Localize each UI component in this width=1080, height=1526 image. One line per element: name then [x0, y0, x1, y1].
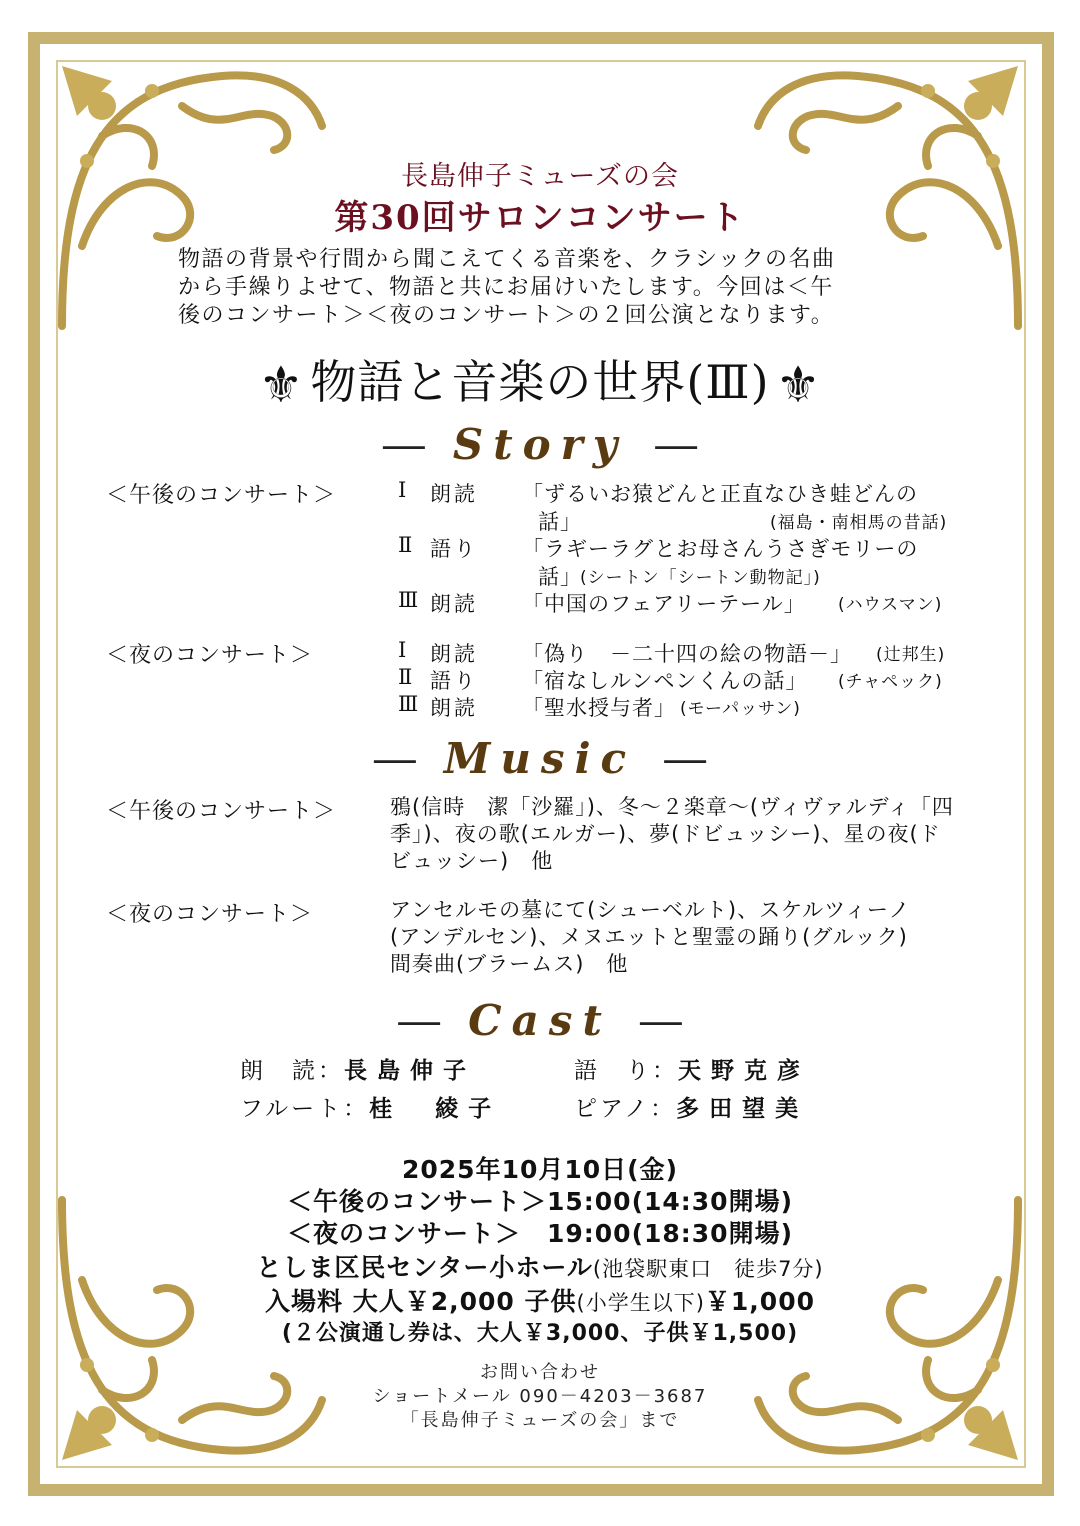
contact-to: 「長島伸子ミューズの会」まで [400, 1410, 680, 1431]
story-note: (チャペック) [838, 672, 943, 692]
dash: ― [639, 996, 682, 1045]
cast-role: ピアノ： [574, 1096, 677, 1122]
story-note: (辻邦生) [876, 645, 946, 665]
cast-role: フルート： [240, 1096, 370, 1122]
story-kind: 朗読 [430, 482, 478, 506]
fee-adult: 入場料 大人￥2,000 子供 [265, 1287, 577, 1316]
music-line: ビュッシー) 他 [390, 849, 554, 873]
fleur-de-lis-icon: ⚜ [775, 356, 822, 414]
dash: ― [398, 996, 441, 1045]
intro-line: 物語の背景や行間から聞こえてくる音楽を、クラシックの名曲 [178, 247, 836, 272]
story-kind: 朗読 [430, 696, 478, 720]
cast-name: 天野克彦 [678, 1058, 810, 1084]
concert-title: 第30回サロンコンサート [334, 198, 746, 238]
fee-child-note: (小学生以下) [576, 1291, 705, 1315]
story-kind: 朗読 [430, 592, 478, 616]
story-kind: 朗読 [430, 642, 478, 666]
story-note: (シートン「シートン動物記」) [580, 568, 821, 588]
pass-price: (２公演通し券は、大人￥3,000、子供￥1,500) [281, 1321, 799, 1346]
music-line: 鴉(信時 潔「沙羅」)、冬～２楽章～(ヴィヴァルディ「四 [390, 795, 954, 819]
story-work-cont: 話」 [538, 565, 582, 589]
story-work-cont: 話」 [538, 510, 582, 534]
story-num: Ⅱ [398, 665, 413, 689]
evening-time: ＜夜のコンサート＞ 19:00(18:30開場) [286, 1219, 793, 1248]
story-work: 「偽り －二十四の絵の物語－」 [522, 642, 852, 666]
story-heading-text: Story [452, 420, 628, 469]
dash: ― [382, 420, 425, 469]
cast-entry [574, 1090, 808, 1123]
cast-entry [240, 1090, 501, 1123]
cast-entry [240, 1052, 476, 1085]
story-afternoon-label: ＜午後のコンサート＞ [106, 483, 337, 508]
story-num: Ⅲ [398, 692, 419, 716]
cast-entry [574, 1052, 810, 1085]
story-work: 「ずるいお猿どんと正直なひき蛙どんの [522, 482, 918, 506]
cast-heading [0, 996, 1080, 1045]
cast-name: 桂 綾子 [369, 1096, 502, 1122]
story-evening-label: ＜夜のコンサート＞ [106, 643, 314, 668]
story-num: Ⅲ [398, 588, 419, 612]
intro-line: から手繰りよせて、物語と共にお届けいたします。今回は＜午 [178, 275, 834, 300]
main-title-text: 物語と音楽の世界(Ⅲ) [310, 355, 770, 409]
story-num: Ⅰ [398, 638, 407, 662]
contact-title: お問い合わせ [480, 1362, 600, 1383]
event-date: 2025年10月10日(金) [401, 1155, 678, 1184]
music-line: アンセルモの墓にて(シューベルト)、スケルツィーノ [390, 898, 911, 922]
music-line: 季」)、夜の歌(エルガー)、夢(ドビュッシー)、星の夜(ド [390, 822, 941, 846]
story-work: 「中国のフェアリーテール」 [522, 592, 806, 616]
cast-role: 語 り： [574, 1058, 678, 1084]
story-kind: 語り [430, 537, 478, 561]
contact-phone: ショートメール 090－4203－3687 [372, 1386, 708, 1407]
music-line: (アンデルセン)、メヌエットと聖霊の踊り(グルック) [390, 925, 908, 949]
music-heading-text: Music [443, 734, 637, 783]
story-heading [0, 420, 1080, 469]
afternoon-time: ＜午後のコンサート＞15:00(14:30開場) [286, 1187, 793, 1216]
music-line: 間奏曲(ブラームス) 他 [390, 952, 629, 976]
main-title [0, 346, 1080, 414]
dash: ― [373, 734, 416, 783]
cast-name: 長島伸子 [344, 1058, 476, 1084]
venue-name: としま区民センター小ホール [256, 1253, 593, 1282]
cast-role: 朗 読： [240, 1058, 344, 1084]
cast-heading-text: Cast [468, 996, 612, 1045]
cast-name: 多田望美 [676, 1096, 809, 1122]
fleur-de-lis-icon: ⚜ [258, 356, 305, 414]
venue [0, 1248, 1080, 1284]
story-kind: 語り [430, 669, 478, 693]
music-heading [0, 734, 1080, 783]
story-note: (モーパッサン) [680, 699, 801, 719]
venue-note: (池袋駅東口 徒歩7分) [592, 1257, 824, 1281]
story-num: Ⅰ [398, 478, 407, 502]
organizer-name: 長島伸子ミューズの会 [400, 161, 680, 192]
story-work: 「聖水授与者」 [522, 696, 676, 720]
story-note: (福島・南相馬の昔話) [770, 513, 948, 533]
fee-child: ￥1,000 [704, 1287, 815, 1316]
story-num: Ⅱ [398, 533, 413, 557]
dash: ― [655, 420, 698, 469]
story-note: (ハウスマン) [838, 595, 943, 615]
music-evening-list [390, 897, 1000, 978]
music-afternoon-list [390, 794, 1000, 875]
admission-fee [0, 1282, 1080, 1318]
music-afternoon-label: ＜午後のコンサート＞ [106, 799, 337, 824]
story-work: 「ラギーラグとお母さんうさぎモリーの [522, 537, 919, 561]
intro-line: 後のコンサート＞＜夜のコンサート＞の２回公演となります。 [178, 303, 835, 328]
music-evening-label: ＜夜のコンサート＞ [106, 902, 314, 927]
intro-text [178, 246, 918, 330]
story-work: 「宿なしルンペンくんの話」 [522, 669, 808, 693]
dash: ― [664, 734, 707, 783]
